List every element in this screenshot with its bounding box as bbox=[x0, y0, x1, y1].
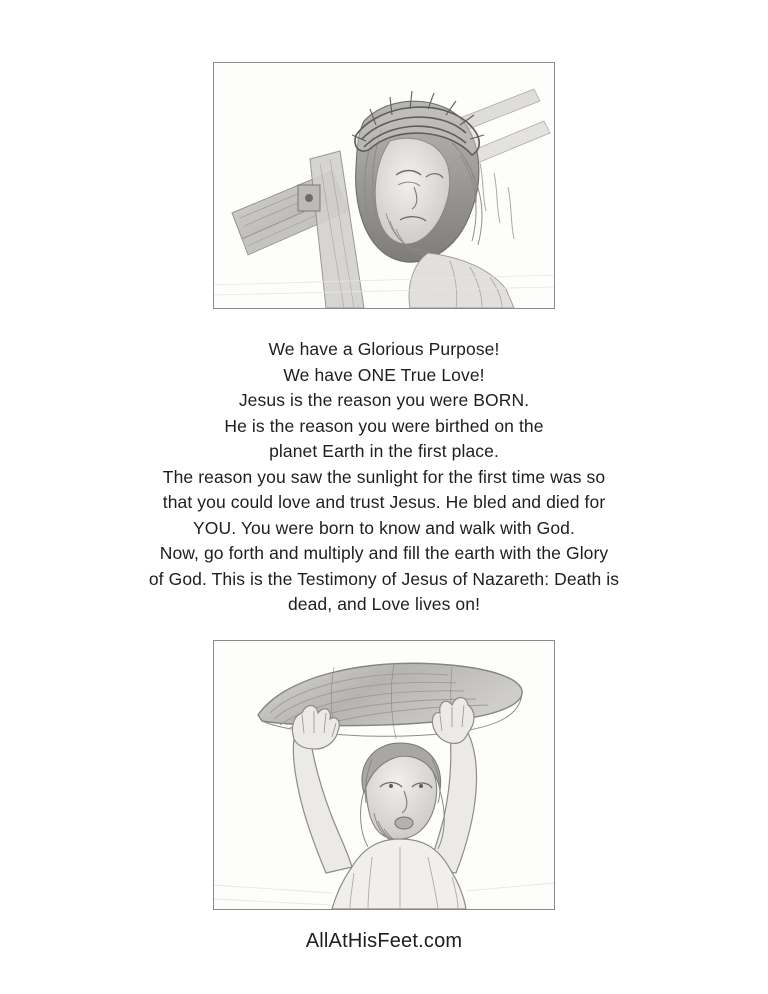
message-line: We have ONE True Love! bbox=[283, 364, 485, 385]
message-line: The reason you saw the sunlight for the first time was so bbox=[162, 466, 606, 487]
message-line: Now, go forth and multiply and fill the earth with the Glory bbox=[159, 543, 609, 563]
message-line: He is the reason you were birthed on the bbox=[224, 415, 544, 436]
jesus-crown-of-thorns-drawing bbox=[214, 63, 554, 308]
message-line: YOU. You were born to know and walk with God. bbox=[193, 517, 575, 538]
message-line: Jesus is the reason you were BORN. bbox=[238, 390, 530, 410]
message-line: dead, and Love lives on! bbox=[287, 594, 481, 614]
message-line: We have a Glorious Purpose! bbox=[268, 339, 500, 359]
message-line: of God. This is the Testimony of Jesus of Nazareth: Death is bbox=[148, 568, 620, 589]
bottom-illustration bbox=[213, 640, 555, 910]
message-line: planet Earth in the first place. bbox=[269, 441, 499, 461]
man-lifting-cross-drawing bbox=[214, 641, 554, 909]
message-line: that you could love and trust Jesus. He bled and died for bbox=[162, 492, 606, 512]
site-footer-url[interactable]: AllAtHisFeet.com bbox=[305, 929, 463, 952]
top-illustration bbox=[213, 62, 555, 309]
message-block bbox=[64, 337, 704, 618]
